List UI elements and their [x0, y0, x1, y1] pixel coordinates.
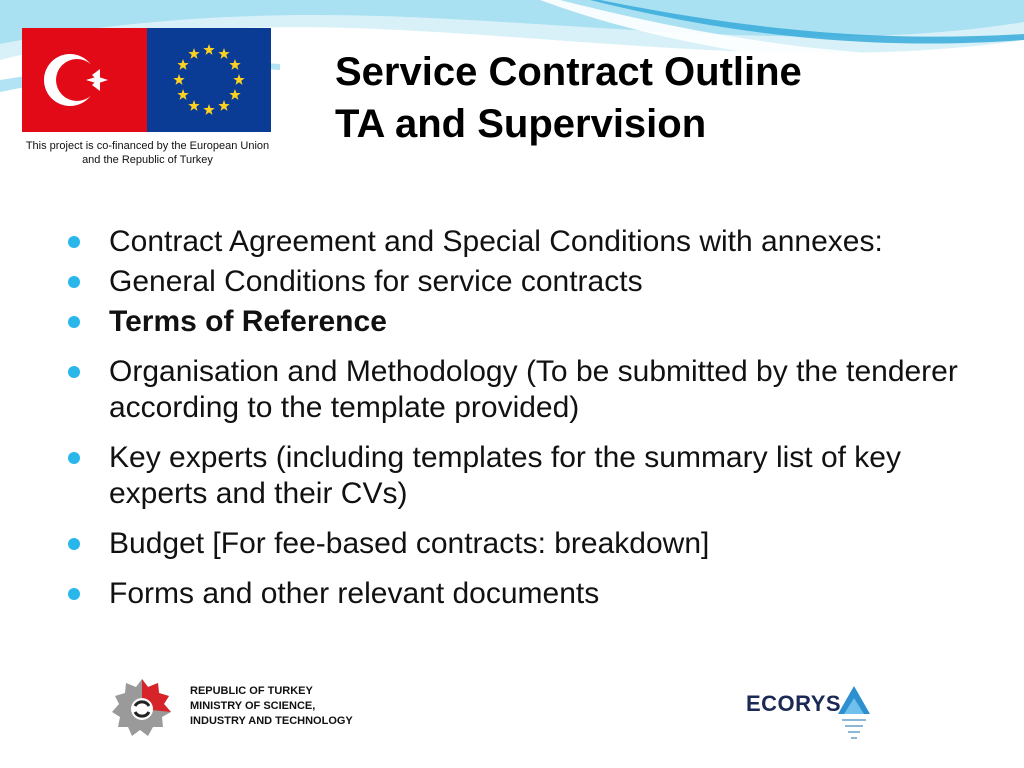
turkey-flag-crescent-star-icon — [22, 28, 147, 132]
ministry-gear-logo-icon — [100, 676, 184, 742]
list-item: Terms of Reference — [66, 304, 1006, 340]
eu-star-icon — [233, 74, 244, 85]
eu-star-icon — [177, 89, 188, 100]
list-item: Contract Agreement and Special Conditions with annexes: — [66, 224, 1006, 260]
bullet-dot-icon — [68, 588, 80, 600]
list-item: Forms and other relevant documents — [66, 576, 1006, 612]
ecorys-triangle-icon — [836, 684, 872, 744]
eu-star-icon — [188, 48, 199, 59]
eu-flag — [147, 28, 271, 132]
eu-star-icon — [229, 89, 240, 100]
eu-star-icon — [188, 100, 199, 111]
page-title — [335, 46, 975, 150]
title-line-2: TA and Supervision — [335, 102, 707, 146]
eu-star-icon — [218, 100, 229, 111]
title-line-1: Service Contract Outline — [335, 50, 802, 94]
cofinanced-caption: This project is co-financed by the European Union and the Republic of Turkey — [25, 140, 270, 166]
eu-star-icon — [203, 44, 214, 55]
ecorys-logo-text: ECORYS — [746, 691, 842, 716]
eu-star-icon — [203, 104, 214, 115]
bullet-dot-icon — [68, 366, 80, 378]
eu-star-icon — [173, 74, 184, 85]
bullet-dot-icon — [68, 236, 80, 248]
list-item: Organisation and Methodology (To be submitted by the tenderer according to the template provided) — [66, 354, 1006, 426]
eu-stars-icon — [147, 28, 271, 132]
list-item: Budget [For fee-based contracts: breakdown] — [66, 526, 1006, 562]
eu-star-icon — [177, 59, 188, 70]
eu-star-icon — [229, 59, 240, 70]
bullet-dot-icon — [68, 276, 80, 288]
bullet-dot-icon — [68, 316, 80, 328]
ministry-name: REPUBLIC OF TURKEY MINISTRY OF SCIENCE, INDUSTRY AND TECHNOLOGY — [190, 685, 353, 727]
list-item: Key experts (including templates for the summary list of key experts and their CVs) — [66, 440, 1006, 512]
turkey-flag — [22, 28, 147, 132]
bullet-dot-icon — [68, 452, 80, 464]
list-item: General Conditions for service contracts — [66, 264, 1006, 300]
bullet-dot-icon — [68, 538, 80, 550]
bullet-list — [66, 224, 1006, 612]
eu-star-icon — [218, 48, 229, 59]
